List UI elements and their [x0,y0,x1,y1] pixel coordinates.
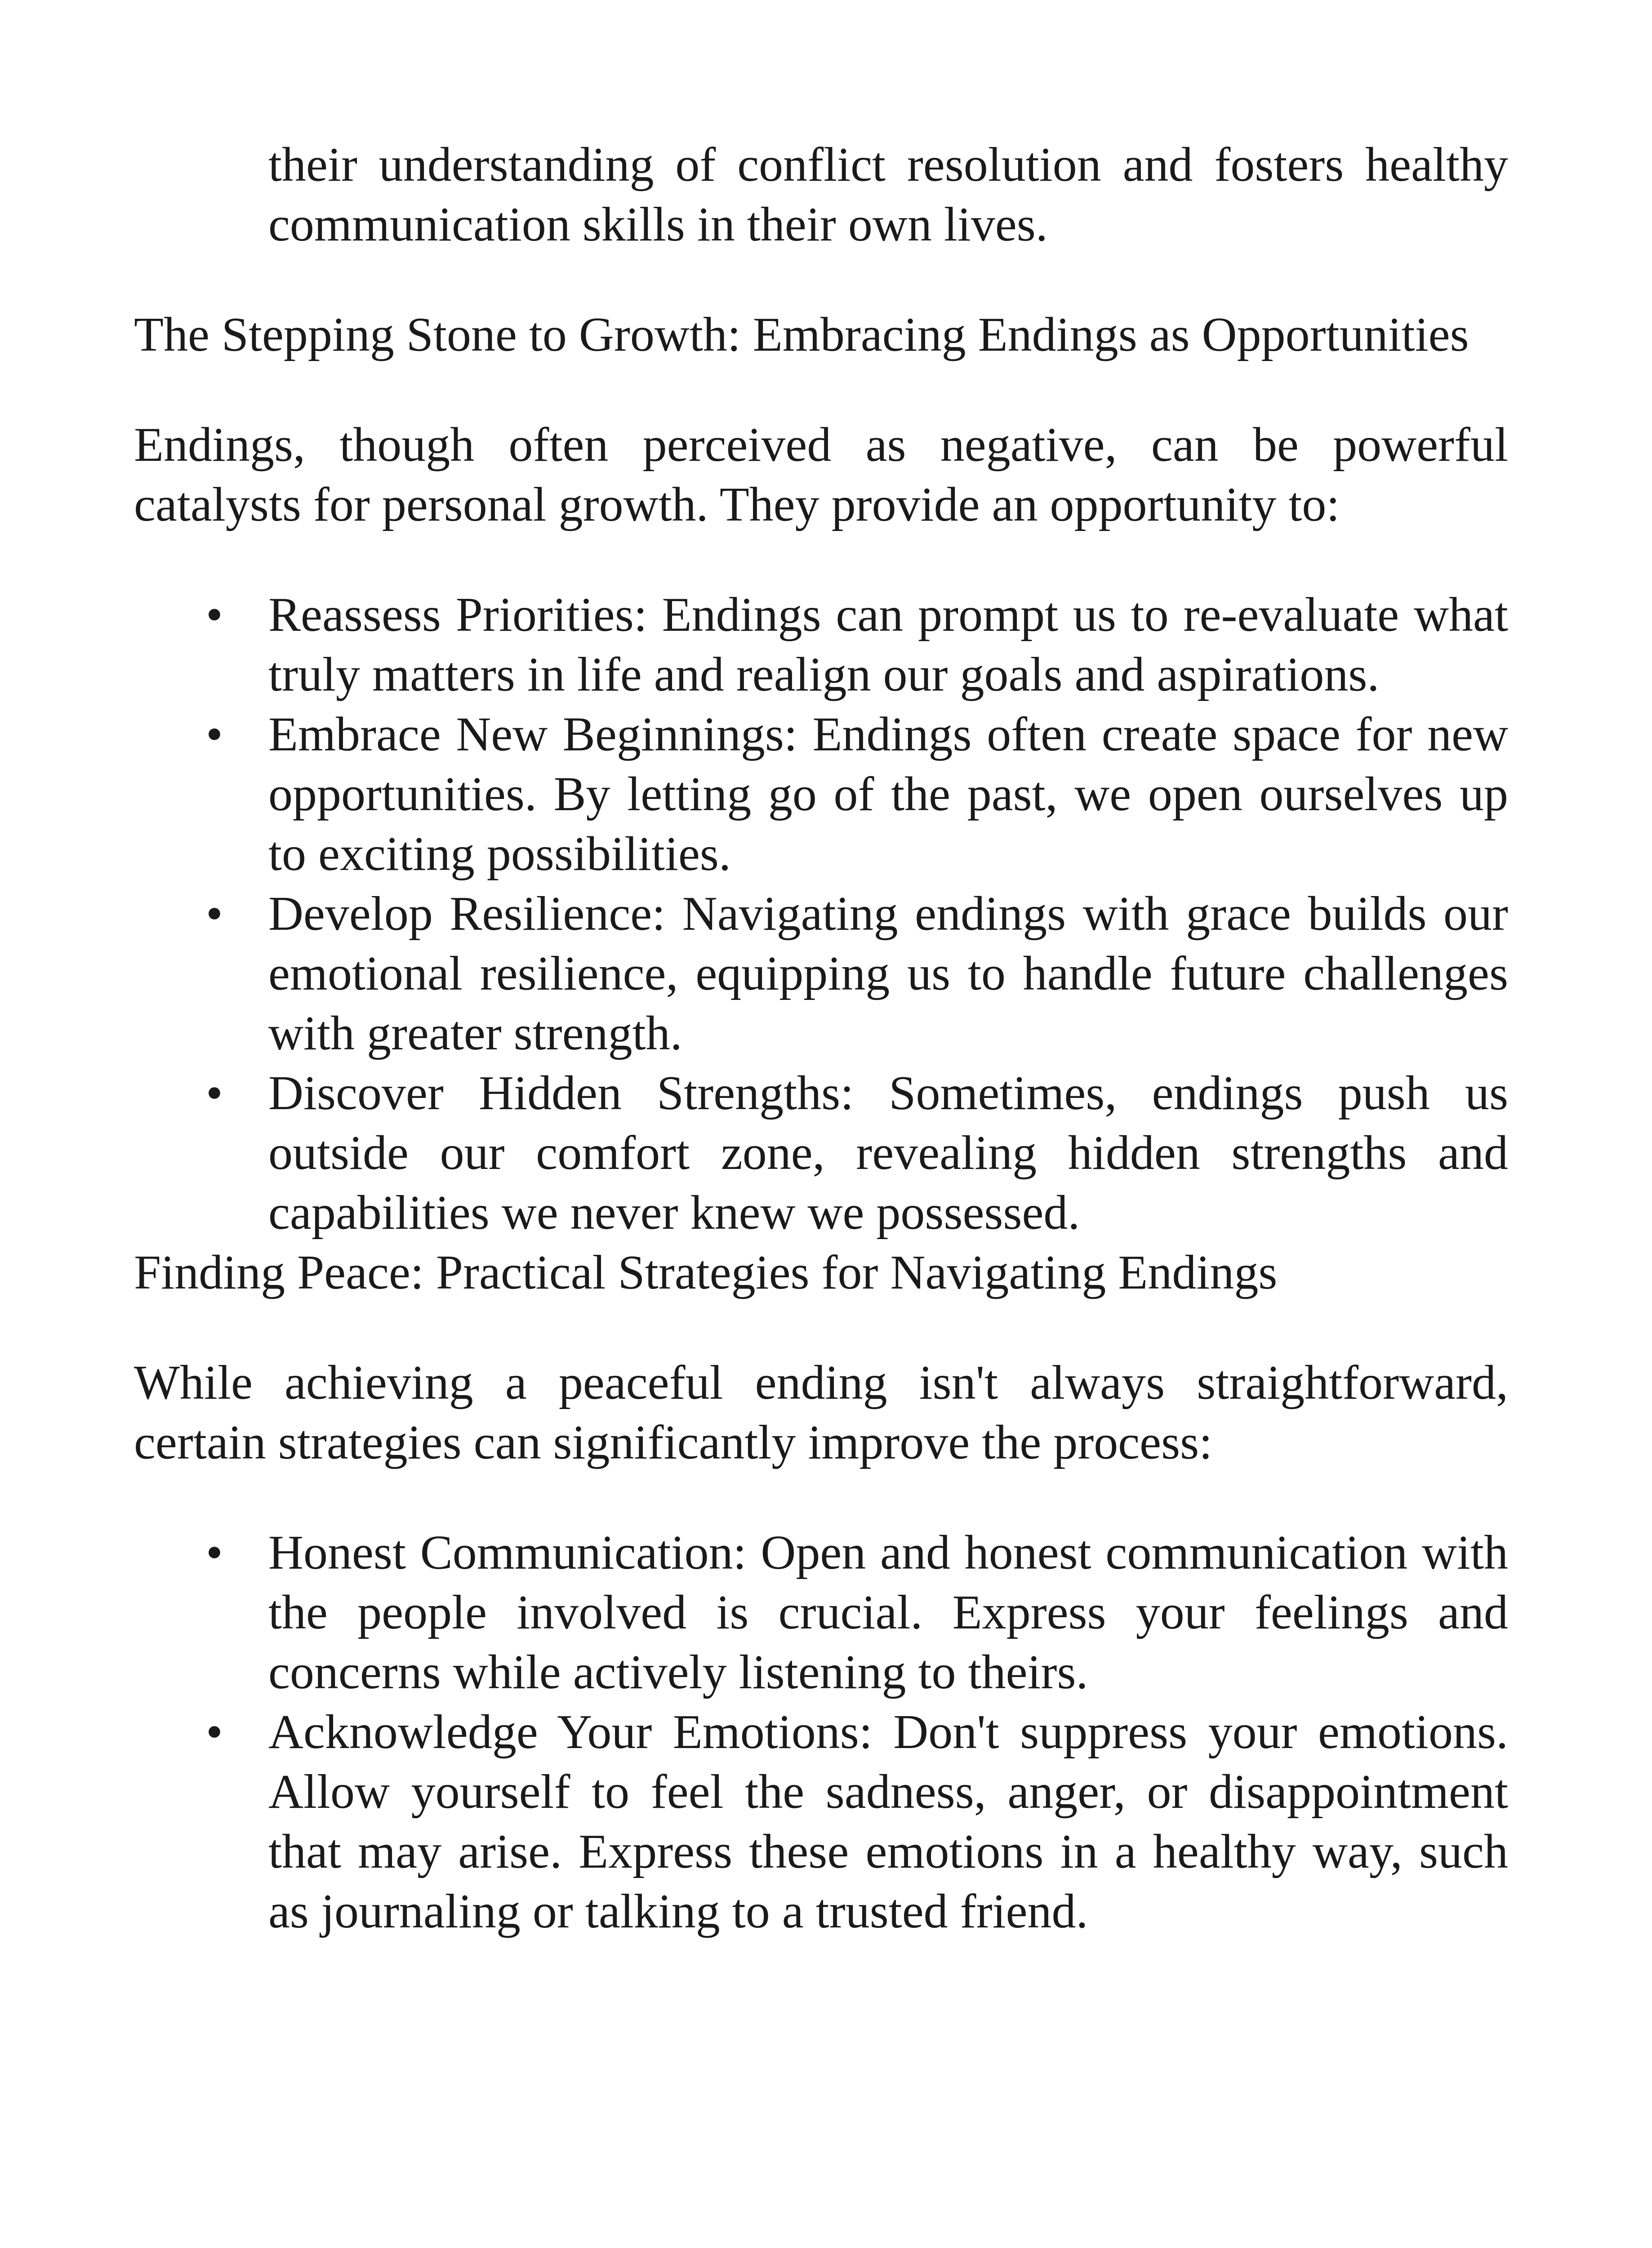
peace-intro-paragraph: While achieving a peaceful ending isn't always straightforward, certain strategies can significantly improve the process: [134,1356,1508,1469]
section-heading-growth: The Stepping Stone to Growth: Embracing Endings as Opportunities [134,308,1469,361]
list-item-text: Reassess Priorities: Endings can prompt us to re-evaluate what truly matters in life and realign our goals and aspirations. [268,588,1508,701]
list-item-text: Discover Hidden Strengths: Sometimes, endings push us outside our comfort zone, revealing hidden strengths and capabilities we never knew we possessed. [268,1066,1508,1240]
section-heading-peace: Finding Peace: Practical Strategies for Navigating Endings [134,1246,1278,1299]
growth-intro-paragraph: Endings, though often perceived as negative, can be powerful catalysts for personal growth. They provide an opportunity to: [134,418,1508,531]
list-item [134,1702,1508,1941]
bullet-icon: • [206,588,223,642]
list-item-text: Acknowledge Your Emotions: Don't suppress your emotions. Allow yourself to feel the sadness, anger, or disappointment that may arise. Express these emotions in a healthy way, such as journaling or talking to a trusted friend. [268,1705,1508,1938]
peace-bullet-list [134,1523,1508,1941]
growth-bullet-list [134,585,1508,1243]
list-item [134,1523,1508,1702]
list-item-text: Develop Resilience: Navigating endings with grace builds our emotional resilience, equipping us to handle future challenges with greater strength. [268,887,1508,1060]
bullet-icon: • [206,1526,223,1579]
bullet-icon: • [206,887,223,941]
continuation-paragraph: their understanding of conflict resolution and fosters healthy communication skills in their own lives. [268,138,1508,251]
bullet-icon: • [206,1066,223,1120]
list-item [134,884,1508,1063]
list-item-text: Honest Communication: Open and honest communication with the people involved is crucial. Express your feelings and concerns while actively listening to theirs. [268,1526,1508,1699]
list-item [134,705,1508,884]
list-item [134,585,1508,705]
bullet-icon: • [206,708,223,761]
bullet-icon: • [206,1705,223,1759]
list-item [134,1063,1508,1243]
list-item-text: Embrace New Beginnings: Endings often create space for new opportunities. By letting go of the past, we open ourselves up to exciting possibilities. [268,708,1508,881]
page-body [134,135,1508,1941]
